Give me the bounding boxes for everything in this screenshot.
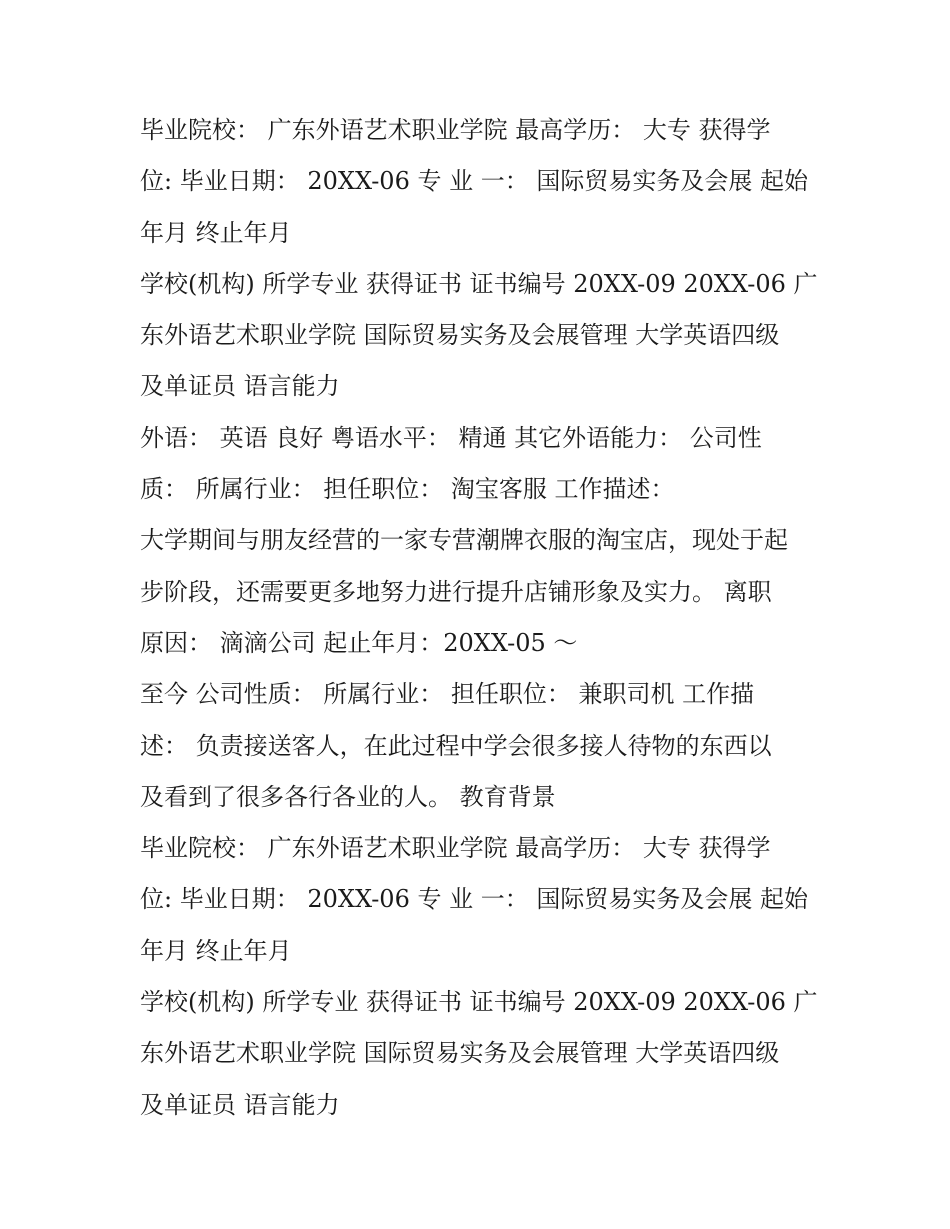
text-line-5: 东外语艺术职业学院 国际贸易实务及会展管理 大学英语四级 [140,321,780,350]
text-line-2: 位: 毕业日期： 20XX-06 专 业 一： 国际贸易实务及会展 起始 [140,167,808,196]
text-line-10: 步阶段，还需要更多地努力进行提升店铺形象及实力。 离职 [140,577,772,606]
text-line-20: 及单证员 语言能力 [140,1090,340,1119]
text-line-18: 学校(机构) 所学专业 获得证书 证书编号 20XX-09 20XX-06 广 [140,988,818,1017]
text-line-12: 至今 公司性质： 所属行业： 担任职位： 兼职司机 工作描 [140,680,755,709]
text-line-11: 原因： 滴滴公司 起止年月：20XX-05 ～ [140,628,578,657]
text-line-7: 外语： 英语 良好 粤语水平： 精通 其它外语能力： 公司性 [140,423,762,452]
text-line-13: 述： 负责接送客人，在此过程中学会很多接人待物的东西以 [140,731,772,760]
text-line-16: 位: 毕业日期： 20XX-06 专 业 一： 国际贸易实务及会展 起始 [140,885,808,914]
text-line-15: 毕业院校： 广东外语艺术职业学院 最高学历： 大专 获得学 [140,834,771,863]
text-line-4: 学校(机构) 所学专业 获得证书 证书编号 20XX-09 20XX-06 广 [140,269,818,298]
text-line-17: 年月 终止年月 [140,936,292,965]
text-line-3: 年月 终止年月 [140,218,292,247]
document-body [140,105,820,1131]
text-line-6: 及单证员 语言能力 [140,372,340,401]
text-line-9: 大学期间与朋友经营的一家专营潮牌衣服的淘宝店，现处于起 [140,526,788,555]
text-line-8: 质： 所属行业： 担任职位： 淘宝客服 工作描述： [140,475,675,504]
text-line-19: 东外语艺术职业学院 国际贸易实务及会展管理 大学英语四级 [140,1039,780,1068]
text-line-1: 毕业院校： 广东外语艺术职业学院 最高学历： 大专 获得学 [140,116,771,144]
text-line-14: 及看到了很多各行各业的人。 教育背景 [140,782,556,811]
